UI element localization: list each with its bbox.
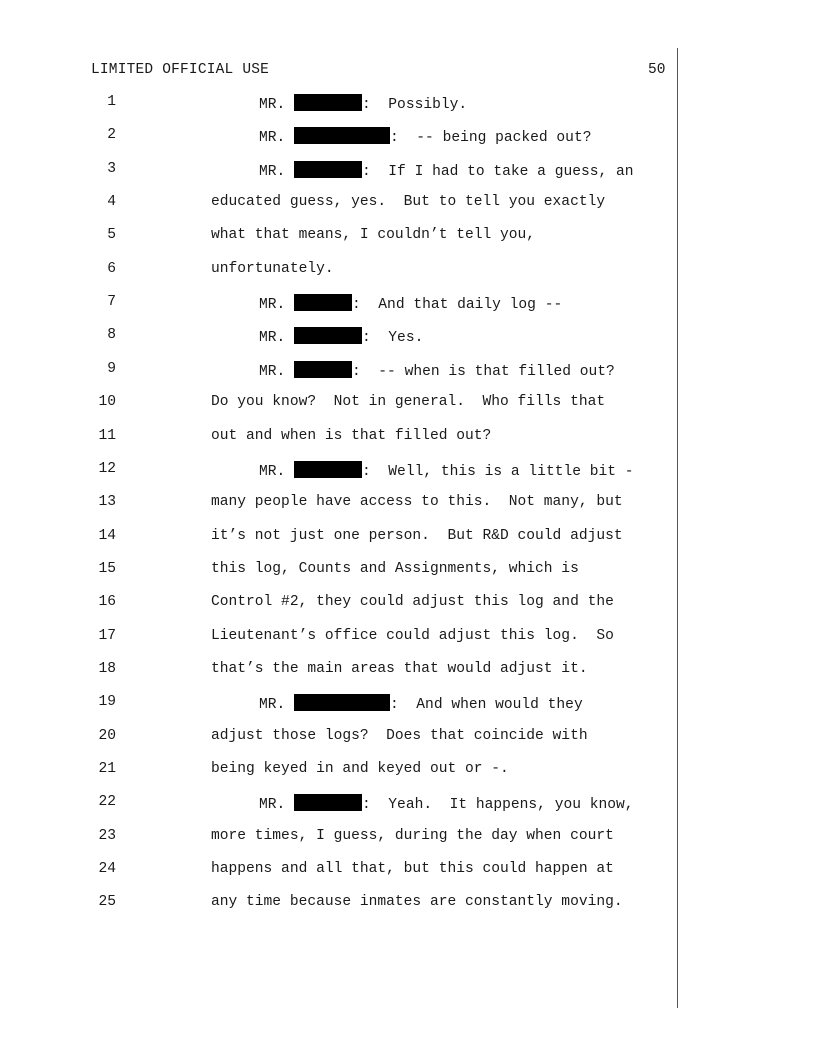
testimony-text: many people have access to this. Not many, but	[211, 494, 623, 511]
speaker-title: MR.	[259, 697, 295, 714]
testimony-text: unfortunately.	[211, 260, 334, 277]
transcript-line	[0, 728, 676, 748]
redaction-block	[294, 794, 362, 811]
line-number: 24	[98, 861, 116, 878]
transcript-line	[0, 261, 676, 281]
line-number: 23	[98, 827, 116, 844]
line-number: 8	[107, 327, 116, 344]
speech-text: : -- when is that filled out?	[352, 363, 615, 380]
speaker-line	[259, 461, 634, 480]
speech-text: : Possibly.	[362, 97, 468, 113]
line-number: 20	[98, 727, 116, 744]
transcript-line	[0, 828, 676, 848]
speaker-line	[259, 327, 423, 346]
line-number: 12	[98, 460, 116, 477]
speaker-line	[259, 294, 562, 313]
redaction-block	[294, 94, 362, 111]
line-number: 4	[107, 194, 116, 211]
line-number: 9	[107, 360, 116, 377]
line-number: 2	[107, 127, 116, 144]
line-number: 1	[107, 94, 116, 110]
line-number: 16	[98, 594, 116, 611]
transcript-line	[0, 161, 676, 181]
speaker-title: MR.	[259, 163, 295, 180]
transcript-line	[0, 894, 676, 914]
redaction-block	[294, 327, 362, 344]
testimony-text: Lieutenant’s office could adjust this log. So	[211, 627, 614, 644]
transcript-line	[0, 294, 676, 314]
redaction-block	[294, 361, 352, 378]
testimony-text: happens and all that, but this could happen at	[211, 861, 614, 878]
speech-text: : And that daily log --	[352, 297, 563, 314]
line-number: 7	[107, 294, 116, 311]
speaker-title: MR.	[259, 97, 295, 113]
testimony-text: it’s not just one person. But R&D could adjust	[211, 527, 623, 544]
testimony-text: any time because inmates are constantly moving.	[211, 894, 623, 911]
speaker-line	[259, 94, 467, 113]
transcript-line	[0, 561, 676, 581]
transcript-line	[0, 594, 676, 614]
transcript-line	[0, 227, 676, 247]
redaction-block	[294, 461, 362, 478]
testimony-text: out and when is that filled out?	[211, 427, 492, 444]
line-number: 17	[98, 627, 116, 644]
speech-text: : Yeah. It happens, you know,	[362, 797, 634, 814]
transcript-line	[0, 394, 676, 414]
testimony-text: being keyed in and keyed out or -.	[211, 761, 509, 777]
transcript-line	[0, 761, 676, 781]
transcript-line	[0, 361, 676, 381]
testimony-text: Do you know? Not in general. Who fills that	[211, 394, 606, 411]
transcript-line	[0, 528, 676, 548]
speaker-line	[259, 794, 634, 813]
speaker-title: MR.	[259, 297, 295, 314]
line-number: 11	[98, 427, 116, 444]
testimony-text: that’s the main areas that would adjust it.	[211, 660, 588, 677]
speech-text: : And when would they	[390, 697, 583, 714]
speaker-title: MR.	[259, 330, 295, 347]
transcript-line	[0, 661, 676, 681]
speaker-line	[259, 694, 583, 713]
transcript-line	[0, 127, 676, 147]
page-number: 50	[648, 62, 666, 78]
transcript-line	[0, 694, 676, 714]
line-number: 21	[98, 761, 116, 777]
speaker-title: MR.	[259, 797, 295, 814]
margin-rule	[677, 48, 678, 1008]
speaker-line	[259, 161, 634, 180]
redaction-block	[294, 127, 390, 144]
testimony-text: what that means, I couldn’t tell you,	[211, 227, 536, 244]
testimony-text: adjust those logs? Does that coincide with	[211, 727, 588, 744]
speech-text: : Well, this is a little bit -	[362, 463, 634, 480]
transcript-line	[0, 94, 676, 114]
testimony-text: educated guess, yes. But to tell you exactly	[211, 194, 606, 211]
transcript-line	[0, 327, 676, 347]
line-number: 6	[107, 260, 116, 277]
transcript-line	[0, 494, 676, 514]
line-number: 25	[98, 894, 116, 911]
line-number: 18	[98, 660, 116, 677]
line-number: 13	[98, 494, 116, 511]
speech-text: : Yes.	[362, 330, 424, 347]
classification-header: LIMITED OFFICIAL USE	[91, 62, 270, 78]
line-number: 10	[98, 394, 116, 411]
line-number: 5	[107, 227, 116, 244]
redaction-block	[294, 161, 362, 178]
redaction-block	[294, 694, 390, 711]
testimony-text: Control #2, they could adjust this log and the	[211, 594, 614, 611]
speech-text: : If I had to take a guess, an	[362, 163, 634, 180]
testimony-text: more times, I guess, during the day when court	[211, 827, 614, 844]
speaker-title: MR.	[259, 363, 295, 380]
speaker-line	[259, 361, 615, 380]
line-number: 19	[98, 694, 116, 711]
line-number: 14	[98, 527, 116, 544]
speaker-title: MR.	[259, 463, 295, 480]
transcript-line	[0, 861, 676, 881]
transcript-line	[0, 794, 676, 814]
line-number: 22	[98, 794, 116, 811]
line-number: 15	[98, 560, 116, 577]
speaker-line	[259, 127, 591, 146]
transcript-line	[0, 194, 676, 214]
speech-text: : -- being packed out?	[390, 130, 592, 147]
speaker-title: MR.	[259, 130, 295, 147]
testimony-text: this log, Counts and Assignments, which is	[211, 560, 579, 577]
line-number: 3	[107, 160, 116, 177]
redaction-block	[294, 294, 352, 311]
transcript-line	[0, 428, 676, 448]
transcript-line	[0, 461, 676, 481]
transcript-line	[0, 628, 676, 648]
